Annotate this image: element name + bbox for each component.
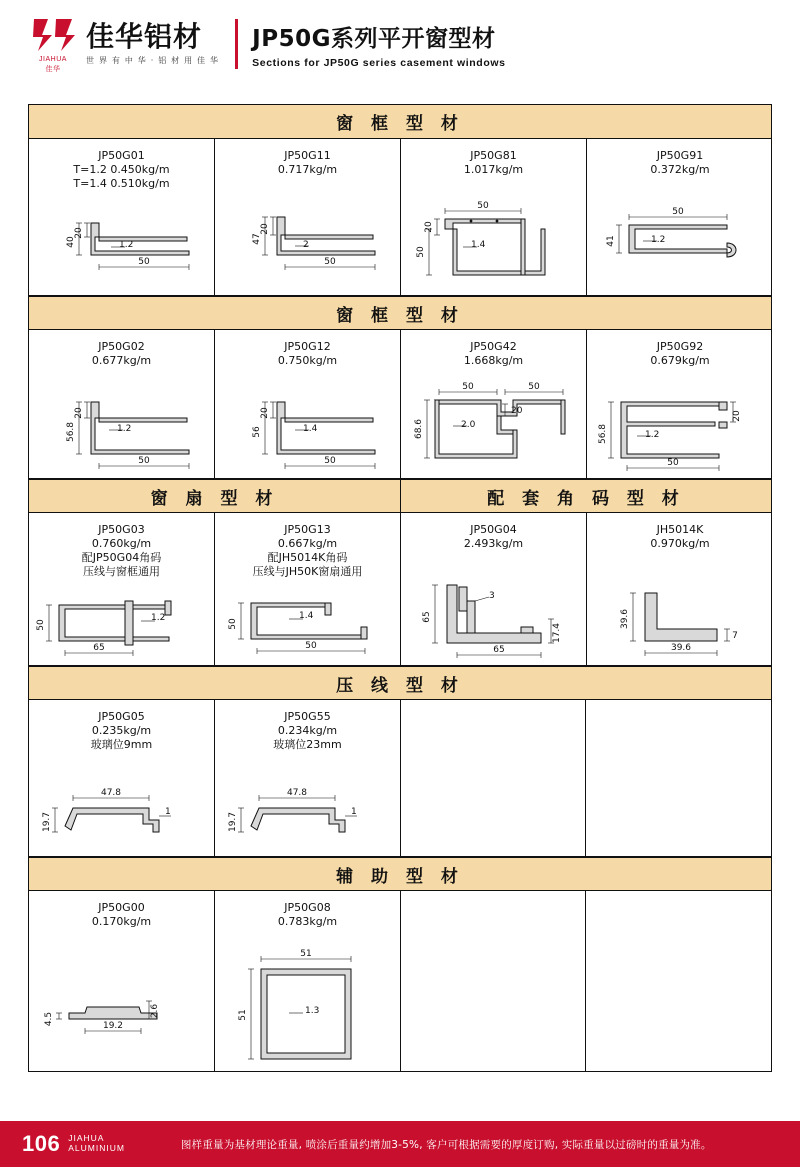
profile-code: JP50G02 (98, 340, 145, 353)
profile-spec-1: 1.017kg/m (463, 163, 524, 176)
profile-cell-jp50g91 (587, 139, 773, 295)
profile-code: JP50G55 (284, 710, 331, 723)
dim-label: 40 (66, 236, 76, 248)
profile-code: JP50G00 (98, 901, 145, 914)
profile-code: JP50G08 (284, 901, 331, 914)
profile-spec-1: 0.234kg/m (277, 724, 338, 737)
dim-label: 4.5 (44, 1011, 54, 1027)
profiles-table (28, 104, 772, 1072)
dim-label: 20 (260, 407, 270, 419)
table-row (29, 330, 771, 479)
section-band-5 (29, 857, 771, 891)
company-name-block (86, 19, 220, 67)
profile-drawing (587, 378, 773, 478)
profile-spec-1: T=1.2 0.450kg/m (73, 163, 170, 176)
dim-label: 1.3 (305, 1006, 320, 1016)
dim-label: 65 (493, 645, 505, 655)
profile-code: JP50G12 (284, 340, 331, 353)
profile-spec-3: 压线与窗框通用 (83, 565, 160, 578)
profile-spec-1: 0.760kg/m (91, 537, 152, 550)
profile-spec-2: 玻璃位9mm (90, 738, 153, 751)
dim-label: 20 (260, 223, 270, 235)
dim-label: 65 (93, 643, 105, 653)
profile-spec-1: 0.170kg/m (91, 915, 152, 928)
profile-drawing (215, 585, 401, 665)
section-band-4 (29, 666, 771, 700)
dim-label: 50 (228, 618, 238, 630)
profile-spec-1: 0.717kg/m (277, 163, 338, 176)
profile-spec-1: 0.750kg/m (277, 354, 338, 367)
profile-spec-1: 0.679kg/m (650, 354, 710, 367)
dim-label: 19.7 (42, 811, 52, 833)
dim-label: 20 (424, 221, 434, 233)
page-subtitle: Sections for JP50G series casement windows (252, 56, 506, 69)
table-row (29, 139, 771, 296)
profile-spec-1: 2.493kg/m (463, 537, 524, 550)
profile-code: JP50G13 (284, 523, 331, 536)
section-band-1 (29, 105, 771, 139)
dim-label: 47.8 (286, 788, 308, 798)
dim-label: 1 (165, 807, 171, 817)
profile-cell-jp50g08 (215, 891, 401, 1071)
profile-spec-1: 0.783kg/m (277, 915, 338, 928)
section-band-label: 窗 扇 型 材 (150, 488, 279, 509)
profile-drawing (215, 943, 401, 1073)
profile-cell-jp50g04 (401, 513, 587, 665)
logo-badge-cn: 佳华 (45, 65, 61, 73)
profile-spec-1: 0.372kg/m (650, 163, 710, 176)
dim-label: 1.2 (651, 235, 666, 245)
profile-drawing (29, 378, 215, 478)
dim-label: 50 (36, 619, 46, 631)
dim-label: 50 (138, 257, 150, 267)
profile-spec-1: 0.235kg/m (91, 724, 152, 737)
dim-label: 47.8 (100, 788, 122, 798)
page-number: 106 (22, 1131, 61, 1156)
profile-cell-jp50g05 (29, 700, 215, 856)
profile-drawing (215, 378, 401, 478)
profile-cell-jp50g55 (215, 700, 401, 856)
dim-label: 50 (416, 246, 426, 258)
dim-label: 39.6 (620, 608, 630, 630)
dim-label: 1.4 (471, 240, 486, 250)
profile-code: JP50G11 (284, 149, 331, 162)
profile-code: JP50G05 (98, 710, 145, 723)
profile-code: JH5014K (656, 523, 704, 536)
footer-note: 图样重量为基材理论重量, 喷涂后重量约增加3-5%, 客户可根据需要的厚度订购, 实际重量以过磅时的重量为准。 (180, 1138, 712, 1151)
section-band-3 (29, 479, 771, 513)
dim-label: 19.7 (228, 811, 238, 833)
profile-cell-jp50g81 (401, 139, 587, 295)
profile-drawing (215, 191, 401, 291)
dim-label: 50 (528, 382, 540, 392)
profile-drawing (401, 571, 587, 663)
profile-code: JP50G81 (470, 149, 517, 162)
profile-cell-jp50g02 (29, 330, 215, 478)
profile-cell-jp50g42 (401, 330, 587, 478)
dim-label: 1.2 (117, 424, 132, 434)
dim-label: 41 (606, 235, 616, 247)
dim-label: 56 (252, 426, 262, 438)
profile-cell-empty (401, 891, 586, 1071)
dim-label: 1.4 (303, 424, 318, 434)
section-band-2 (29, 296, 771, 330)
dim-label: 20 (732, 410, 742, 422)
profile-cell-jp50g11 (215, 139, 401, 295)
footer-brand (68, 1134, 125, 1154)
profile-drawing (29, 585, 215, 665)
page-footer (0, 1121, 800, 1167)
profile-spec-2: T=1.4 0.510kg/m (73, 177, 170, 190)
profile-code: JP50G91 (656, 149, 704, 162)
dim-label: 51 (238, 1009, 248, 1021)
dim-label: 1.2 (645, 430, 660, 440)
dim-label: 50 (462, 382, 474, 392)
dim-label: 2.6 (150, 1003, 160, 1019)
logo-mark-icon (28, 15, 78, 55)
dim-label: 20 (511, 406, 523, 416)
profile-drawing (401, 374, 587, 478)
profile-spec-2: 配JP50G04角码 (81, 551, 162, 564)
section-band-label: 配 套 角 码 型 材 (400, 480, 771, 512)
dim-label: 50 (477, 201, 489, 211)
company-name-cn: 佳华铝材 (86, 19, 203, 53)
dim-label: 1.2 (151, 613, 166, 623)
profile-spec-1: 0.667kg/m (277, 537, 338, 550)
profile-spec-3: 压线与JH50K窗扇通用 (252, 565, 363, 578)
dim-label: 39.6 (670, 643, 692, 653)
dim-label: 47 (252, 233, 262, 245)
page-title-block (252, 20, 505, 69)
dim-label: 50 (138, 456, 150, 466)
dim-label: 2 (303, 240, 309, 250)
company-slogan: 世 界 有 中 华 · 铝 材 用 佳 华 (86, 56, 220, 66)
profile-cell-empty (586, 891, 771, 1071)
profile-drawing (29, 191, 215, 291)
dim-label: 20 (74, 407, 84, 419)
page-header (0, 0, 800, 88)
profile-cell-jp50g92 (587, 330, 773, 478)
dim-label: 50 (324, 257, 336, 267)
dim-label: 68.6 (414, 418, 424, 440)
profile-drawing (401, 185, 587, 295)
profile-cell-jp50g01 (29, 139, 215, 295)
profile-drawing (215, 776, 401, 856)
profile-cell-empty (586, 700, 771, 856)
footer-brand-cn: JIAHUA (68, 1133, 105, 1144)
profile-cell-jp50g03 (29, 513, 215, 665)
table-row (29, 891, 771, 1071)
profile-drawing (29, 979, 215, 1049)
dim-label: 3 (489, 591, 495, 601)
dim-label: 65 (422, 611, 432, 623)
page-title: JP50G系列平开窗型材 (252, 25, 496, 52)
profile-cell-jp50g00 (29, 891, 215, 1071)
profile-spec-1: 0.677kg/m (91, 354, 152, 367)
dim-label: 56.8 (598, 423, 608, 445)
logo-badge-en: JIAHUA (39, 55, 67, 63)
dim-label: 50 (672, 207, 684, 217)
dim-label: 1 (351, 807, 357, 817)
profile-spec-2: 配JH5014K角码 (267, 551, 348, 564)
table-row (29, 700, 771, 857)
profile-code: JP50G03 (98, 523, 145, 536)
profile-code: JP50G01 (98, 149, 145, 162)
footer-brand-en: ALUMINIUM (68, 1143, 125, 1153)
dim-label: 7 (732, 631, 738, 641)
dim-label: 50 (324, 456, 336, 466)
profile-cell-empty (401, 700, 586, 856)
dim-label: 56.8 (66, 421, 76, 443)
profile-spec-2: 玻璃位23mm (273, 738, 342, 751)
profile-spec-1: 0.970kg/m (650, 537, 710, 550)
table-row (29, 513, 771, 666)
section-band-label: 压 线 型 材 (336, 675, 464, 696)
dim-label: 2.0 (461, 420, 476, 430)
profile-spec-1: 1.668kg/m (463, 354, 524, 367)
profile-code: JP50G42 (470, 340, 517, 353)
dim-label: 51 (300, 949, 312, 959)
company-logo (26, 15, 80, 74)
dim-label: 50 (305, 641, 317, 651)
profile-cell-jp50g12 (215, 330, 401, 478)
profile-drawing (587, 195, 773, 295)
profile-drawing (587, 577, 773, 663)
section-band-label: 辅 助 型 材 (336, 866, 464, 887)
profile-code: JP50G04 (470, 523, 517, 536)
dim-label: 20 (74, 227, 84, 239)
profile-drawing (29, 776, 215, 856)
profile-cell-jp50g13 (215, 513, 401, 665)
dim-label: 19.2 (102, 1021, 124, 1031)
dim-label: 1.2 (119, 240, 134, 250)
section-band-label: 窗 框 型 材 (336, 114, 464, 134)
profile-code: JP50G92 (656, 340, 704, 353)
header-divider (235, 19, 238, 69)
profile-cell-jh5014k (587, 513, 773, 665)
section-band-label: 窗 框 型 材 (336, 305, 464, 326)
dim-label: 1.4 (299, 611, 314, 621)
dim-label: 17.4 (552, 622, 562, 644)
dim-label: 50 (667, 458, 679, 468)
